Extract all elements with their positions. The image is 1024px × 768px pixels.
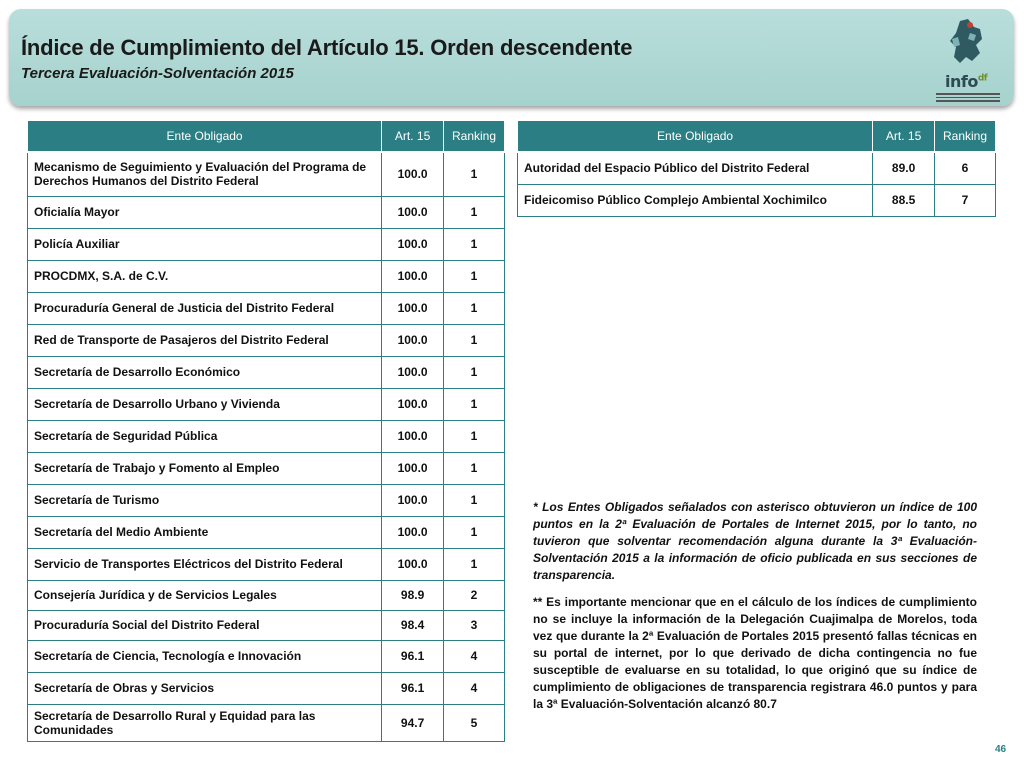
table-row [28, 292, 505, 324]
ranking-cell: 1 [444, 452, 505, 484]
table-row [28, 420, 505, 452]
art15-cell: 100.0 [382, 516, 444, 548]
entity-cell: Secretaría de Desarrollo Económico [28, 356, 382, 388]
ranking-cell: 1 [444, 420, 505, 452]
entity-cell: Procuraduría Social del Distrito Federal [28, 610, 382, 640]
entity-cell: Policía Auxiliar [28, 228, 382, 260]
table-row [28, 516, 505, 548]
table-header-row [28, 121, 505, 153]
art15-cell: 100.0 [382, 228, 444, 260]
entity-cell: Secretaría de Ciencia, Tecnología e Innovación [28, 640, 382, 672]
ranking-cell: 1 [444, 484, 505, 516]
logo-caption [936, 93, 1000, 104]
art15-cell: 100.0 [382, 292, 444, 324]
ranking-table-right [517, 120, 996, 217]
entity-cell: Servicio de Transportes Eléctricos del Distrito Federal [28, 548, 382, 580]
table-header-row [518, 121, 996, 153]
footnote-asterisk: * Los Entes Obligados señalados con asterisco obtuvieron un índice de 100 puntos en la 2ª Evaluación de Portales de Internet 2015, por lo tanto, no tuvieron que solventar recomendación alguna durante la 3ª Evaluación-Solventación 2015 a la información de oficio publicada en sus secciones de transparencia. [533, 500, 977, 582]
table-row [28, 356, 505, 388]
slide-title: Índice de Cumplimiento del Artículo 15. Orden descendente [21, 35, 633, 60]
footnote-double-asterisk: ** Es importante mencionar que en el cálculo de los índices de cumplimiento no se incluye la información de la Delegación Cuajimalpa de Morelos, toda vez que durante la 2ª Evaluación de Portales 2015 presentó fallas técnicas en su portal de internet, por lo que derivado de dicha contingencia no fue susceptible de evaluarse en su totalidad, lo que originó que su índice de cumplimiento de obligaciones de transparencia registrara 46.0 puntos y para la 3ª Evaluación-Solventación alcanzó 80.7 [533, 595, 977, 711]
slide-header [9, 9, 1014, 106]
entity-cell: Consejería Jurídica y de Servicios Legales [28, 580, 382, 610]
ranking-cell: 1 [444, 260, 505, 292]
ranking-cell: 1 [444, 196, 505, 228]
table-row [28, 548, 505, 580]
entity-cell: Secretaría del Medio Ambiente [28, 516, 382, 548]
table-row [518, 184, 996, 216]
ranking-cell: 2 [444, 580, 505, 610]
table-row [28, 152, 505, 196]
table-row [28, 324, 505, 356]
entity-cell: Red de Transporte de Pasajeros del Distrito Federal [28, 324, 382, 356]
entity-cell: Fideicomiso Público Complejo Ambiental Xochimilco [518, 184, 873, 216]
entity-cell: Secretaría de Seguridad Pública [28, 420, 382, 452]
art15-cell: 100.0 [382, 324, 444, 356]
table-row [28, 484, 505, 516]
entity-cell: Secretaría de Obras y Servicios [28, 672, 382, 704]
ranking-cell: 1 [444, 516, 505, 548]
art15-cell: 100.0 [382, 452, 444, 484]
entity-cell: Secretaría de Desarrollo Rural y Equidad para las Comunidades [28, 704, 382, 741]
art15-cell: 89.0 [873, 152, 935, 184]
art15-cell: 100.0 [382, 548, 444, 580]
entity-cell: Secretaría de Turismo [28, 484, 382, 516]
entity-cell: Oficialía Mayor [28, 196, 382, 228]
ranking-cell: 1 [444, 324, 505, 356]
slide-subtitle: Tercera Evaluación-Solventación 2015 [21, 65, 294, 82]
table-row [28, 260, 505, 292]
art15-cell: 96.1 [382, 672, 444, 704]
art15-cell: 100.0 [382, 196, 444, 228]
table-row [28, 228, 505, 260]
entity-cell: PROCDMX, S.A. de C.V. [28, 260, 382, 292]
table-row [28, 672, 505, 704]
page-number: 46 [995, 744, 1007, 755]
map-icon [930, 17, 1004, 77]
art15-cell: 100.0 [382, 484, 444, 516]
ranking-cell: 1 [444, 228, 505, 260]
art15-cell: 94.7 [382, 704, 444, 741]
table-row [28, 704, 505, 741]
table-row [28, 610, 505, 640]
ranking-cell: 3 [444, 610, 505, 640]
ranking-cell: 1 [444, 292, 505, 324]
table-row [28, 196, 505, 228]
ranking-cell: 4 [444, 640, 505, 672]
art15-cell: 100.0 [382, 388, 444, 420]
ranking-cell: 7 [935, 184, 996, 216]
art15-cell: 88.5 [873, 184, 935, 216]
art15-cell: 100.0 [382, 420, 444, 452]
art15-cell: 100.0 [382, 152, 444, 196]
column-header-art15: Art. 15 [873, 121, 935, 153]
entity-cell: Procuraduría General de Justicia del Distrito Federal [28, 292, 382, 324]
column-header-entity: Ente Obligado [518, 121, 873, 153]
table-row [28, 388, 505, 420]
ranking-cell: 1 [444, 548, 505, 580]
art15-cell: 96.1 [382, 640, 444, 672]
art15-cell: 100.0 [382, 260, 444, 292]
ranking-cell: 1 [444, 356, 505, 388]
table-row [28, 640, 505, 672]
table-row [28, 580, 505, 610]
column-header-ranking: Ranking [935, 121, 996, 153]
art15-cell: 98.4 [382, 610, 444, 640]
art15-cell: 100.0 [382, 356, 444, 388]
column-header-entity: Ente Obligado [28, 121, 382, 153]
column-header-ranking: Ranking [444, 121, 505, 153]
ranking-cell: 5 [444, 704, 505, 741]
entity-cell: Secretaría de Trabajo y Fomento al Empleo [28, 452, 382, 484]
entity-cell: Autoridad del Espacio Público del Distrito Federal [518, 152, 873, 184]
table-row [28, 452, 505, 484]
logo-wordmark: info$^{df}$ [945, 72, 988, 91]
table-row [518, 152, 996, 184]
ranking-cell: 4 [444, 672, 505, 704]
entity-cell: Mecanismo de Seguimiento y Evaluación del Programa de Derechos Humanos del Distrito Federal [28, 152, 382, 196]
art15-cell: 98.9 [382, 580, 444, 610]
ranking-cell: 1 [444, 152, 505, 196]
ranking-cell: 6 [935, 152, 996, 184]
column-header-art15: Art. 15 [382, 121, 444, 153]
ranking-table-left [27, 120, 505, 742]
entity-cell: Secretaría de Desarrollo Urbano y Vivienda [28, 388, 382, 420]
ranking-cell: 1 [444, 388, 505, 420]
infodf-logo [930, 17, 1004, 103]
footnotes [533, 499, 977, 723]
